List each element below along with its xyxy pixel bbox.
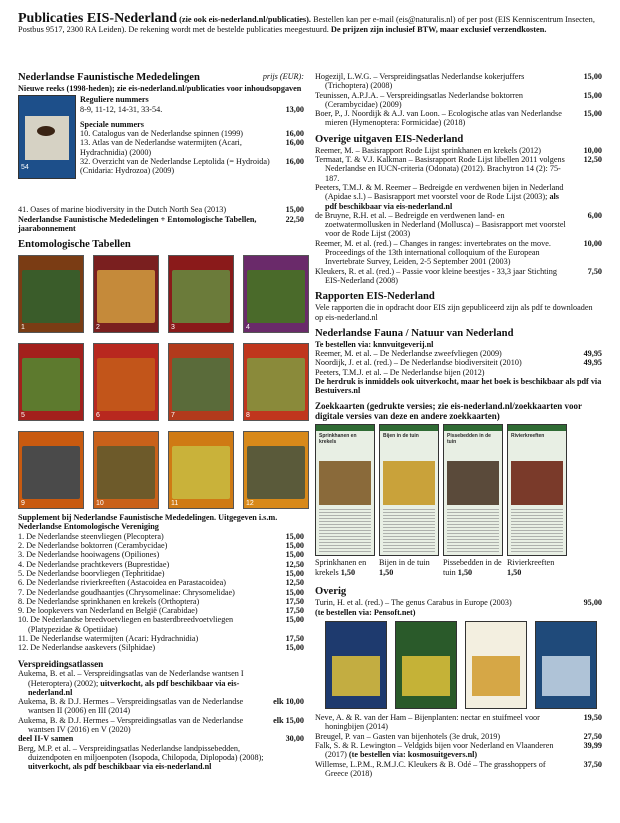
- atlas-item-bold: uitverkocht, als pdf beschikbaar via eis-nederland.nl: [28, 762, 212, 772]
- zoekkaart-price: 1,50: [379, 567, 394, 577]
- overig-list-item-text: Neve, A. & R. van der Ham – Bijenplanten: nectar en stuifmeel voor honingbijen (2014): [315, 713, 540, 732]
- fauna-item-price: [568, 368, 602, 377]
- et-list-item-text: 2. De Nederlandse boktorren (Cerambycidae): [18, 541, 168, 551]
- subscription-text: Nederlandse Faunistische Mededelingen + Entomologische Tabellen, jaarabonnement: [18, 214, 257, 233]
- et-list-item-text: 12. De Nederlandse aaskevers (Silphidae): [18, 643, 156, 653]
- et-list-item-text: 6. De Nederlandse rivierkreeften (Astacoidea en Parastacoidea): [18, 578, 226, 588]
- et-cover-number: 3: [171, 324, 175, 332]
- book-cover-image: [472, 656, 520, 696]
- atlas-item-text: Boer, P., J. Noordijk & A.J. van Loon. – Ecologische atlas van Nederlandse mieren (Hymenoptera: Formicidae) (2018): [315, 109, 562, 128]
- et-list-item-price: 17,50: [285, 634, 304, 644]
- et-cover: [93, 431, 159, 509]
- zoekkaart-title: Rivierkreeften: [511, 433, 545, 440]
- subscription-price: 22,50: [285, 214, 304, 224]
- zoekkaart-text: [511, 509, 563, 552]
- overig-list-item-price: 19,50: [583, 713, 602, 723]
- et-list-item: [18, 588, 304, 597]
- nfm-heading: Nederlandse Faunistische Mededelingen: [18, 72, 200, 83]
- special-label: Speciale nummers: [80, 119, 144, 129]
- overige-item-price: [568, 183, 602, 211]
- overige-item: [315, 267, 602, 286]
- atlas-item-text: Hogezijl, L.W.G. – Verspreidingsatlas Nederlandse kokerjuffers (Trichoptera) (2008): [315, 72, 525, 91]
- book-cover-image: [542, 656, 590, 696]
- et-cover: [18, 431, 84, 509]
- atlas-item: [315, 109, 602, 128]
- et-list-item: [18, 532, 304, 541]
- et-cover-number: 8: [246, 412, 250, 420]
- nfm-cover-number: 54: [21, 164, 29, 172]
- et-list-item-price: 15,00: [285, 531, 304, 541]
- et-list-item: [18, 541, 304, 550]
- rapporten-heading: Rapporten EIS-Nederland: [315, 291, 435, 303]
- zoekkaart-label: Sprinkhanen en krekels 1,50: [315, 558, 367, 577]
- atlas-item: [315, 72, 602, 91]
- zoekkaart-card: [379, 424, 439, 556]
- overige-item-text: Peeters, T.M.J. & M. Reemer – Bedreigde en verdwenen bijen in Nederland (Apidae s.l.) – Basisrapport met voorstel voor de Rode Lijst (2003); als pdf beschikbaar via eis-nederland.nl: [315, 182, 564, 211]
- overig-list-item-price: 39,99: [583, 740, 602, 750]
- et-list-item: [18, 634, 304, 643]
- fauna-order-note: Te bestellen via: knnvuitgeverij.nl: [315, 339, 434, 349]
- book-cover: [465, 621, 527, 709]
- fauna-item: [315, 349, 602, 358]
- zoekkaart-price: 1,50: [457, 567, 473, 577]
- et-cover-number: 11: [171, 500, 179, 508]
- zoekkaart-price: 1,50: [507, 567, 522, 577]
- overige-item-price: 6,00: [587, 210, 602, 220]
- overig-list-item: [315, 732, 602, 741]
- atlas-list: [18, 669, 304, 771]
- zoekkaart-card: [443, 424, 503, 556]
- atlas-list-continued: [315, 72, 602, 128]
- atlas-item-text: [18, 734, 270, 743]
- et-cover-image: [172, 358, 230, 411]
- overig-books-grid: [315, 621, 602, 709]
- overig-order-note: (te bestellen via: Pensoft.net): [315, 607, 416, 617]
- atlas-item-price: [270, 744, 304, 772]
- zoekkaart-title: Bijen in de tuin: [383, 433, 419, 440]
- overig-list-item-price: 37,50: [583, 759, 602, 769]
- zoekkaart-title: Pissebedden in de tuin: [447, 433, 491, 446]
- left-column: [18, 72, 304, 772]
- et-supplement: Supplement bij Nederlandse Faunistische Mededelingen. Uitgegeven i.s.m. Nederlandse Entomologische Vereniging: [18, 513, 278, 532]
- et-cover-number: 1: [21, 324, 25, 332]
- publication-page: [18, 11, 602, 778]
- et-cover: [93, 343, 159, 421]
- atlas-item-price: 30,00: [285, 734, 304, 744]
- overige-list: [315, 146, 602, 285]
- special-item: 41. Oases of marine biodiversity in the Dutch North Sea (2013) 15,00: [18, 205, 304, 215]
- regular-row: [80, 105, 304, 114]
- et-cover-number: 6: [96, 412, 100, 420]
- page-title: Publicaties EIS-Nederland: [18, 11, 178, 26]
- et-list-item-text: 1. De Nederlandse steenvliegen (Plecoptera): [18, 531, 164, 541]
- et-cover-number: 7: [171, 412, 175, 420]
- et-list-item: [18, 578, 304, 587]
- et-cover: [18, 343, 84, 421]
- book-cover: [325, 621, 387, 709]
- overige-item: [315, 239, 602, 267]
- et-cover-image: [247, 270, 305, 323]
- overig-list-item: [315, 760, 602, 779]
- overig-list-item-text: Breugel, P. van – Gasten van bijenhotels (3e druk, 2019): [315, 731, 501, 741]
- atlas-item-price: 15,00: [583, 90, 602, 100]
- et-list-item: [18, 643, 304, 652]
- et-list-item-text: 8. De Nederlandse sprinkhanen en krekels (Orthoptera): [18, 596, 200, 606]
- price-header: prijs (EUR):: [262, 72, 304, 81]
- et-list-item-text: 4. De Nederlandse prachtkevers (Buprestidae): [18, 559, 170, 569]
- et-list-item: [18, 569, 304, 578]
- overig-item: Turin, H. et al. (red.) – The genus Carabus in Europe (2003) 95,00: [315, 598, 602, 608]
- zoekkaart-photo: [319, 461, 371, 505]
- et-list-item: [18, 550, 304, 559]
- fauna-item-text: Peeters, T.M.J. et al. – De Nederlandse bijen (2012): [315, 367, 485, 377]
- et-list: [18, 532, 304, 653]
- atlas-item-price: 15,00: [583, 109, 602, 119]
- book-cover-image: [402, 656, 450, 696]
- overig-list: [315, 713, 602, 778]
- intro-text: Bestellen kan per e-mail (eis@naturalis.nl) of per post (EIS Kenniscentrum Insecten, Postbus 9517, 2300 RA Leiden). De rekening wordt met de bestelde publicaties meegestuurd.: [18, 15, 595, 34]
- overige-item-price: 12,50: [583, 155, 602, 165]
- intro-block: [18, 11, 602, 34]
- et-cover-grid: [18, 255, 304, 507]
- fauna-item-text: Reemer, M. et al. – De Nederlandse zweefvliegen (2009): [315, 349, 502, 359]
- book-cover: [395, 621, 457, 709]
- special-item: 32. Overzicht van de Nederlandse Leptolida (= Hydroida) (Cnidaria: Hydrozoa) (2009) 16,00: [80, 157, 304, 176]
- zoekkaart-title: Sprinkhanen en krekels: [319, 433, 357, 446]
- overig-list-item: [315, 741, 602, 760]
- et-cover: [243, 431, 309, 509]
- et-cover-number: 4: [246, 324, 250, 332]
- et-list-item-text: 3. De Nederlandse hooiwagens (Opiliones): [18, 550, 160, 560]
- overige-item-text: Kleukers, R. et al. (red.) – Passie voor kleine beestjes - 33,3 jaar Stichting EIS-Nederland (2008): [315, 266, 557, 285]
- et-list-item-text: 7. De Nederlandse goudhaantjes (Chrysomelinae: Chrysomelidae): [18, 587, 235, 597]
- et-cover-number: 2: [96, 324, 100, 332]
- overig-list-item: [315, 713, 602, 732]
- et-list-item-price: 12,50: [285, 559, 304, 569]
- zoekkaart-label: Bijen in de tuin 1,50: [379, 558, 430, 577]
- special-item: 10. Catalogus van de Nederlandse spinnen (1999) 16,00: [80, 129, 304, 139]
- special-item: 13. Atlas van de Nederlandse watermijten (Acari, Hydrachnidia) (2000) 16,00: [80, 138, 304, 157]
- zoek-heading: Zoekkaarten (gedrukte versies; zie eis-nederland.nl/zoekkaarten voor digitale versies van deze en andere zoekkaarten): [315, 400, 582, 422]
- et-list-item-price: 15,00: [285, 643, 304, 653]
- et-cover: [243, 343, 309, 421]
- zoekkaart-card: [315, 424, 375, 556]
- et-cover-image: [172, 446, 230, 499]
- right-column: [315, 72, 602, 778]
- et-cover: [168, 255, 234, 333]
- fauna-item: [315, 368, 602, 377]
- et-list-item-price: 17,50: [285, 606, 304, 616]
- et-list-item-price: 12,50: [285, 578, 304, 588]
- overige-item-text: Reemer, M. – Basisrapport Rode Lijst sprinkhanen en krekels (2012): [315, 145, 541, 155]
- overig-list-item-price: 27,50: [583, 731, 602, 741]
- et-list-item-price: 15,00: [285, 568, 304, 578]
- atlas-item-text: Aukema, B. & D.J. Hermes – Verspreidingsatlas van de Nederlandse wantsen II (2006) en III (2014): [18, 697, 244, 716]
- et-cover: [243, 255, 309, 333]
- et-list-item-text: 5. De Nederlandse boorvliegen (Tephritidae): [18, 568, 165, 578]
- zoekkaarten-grid: [315, 424, 602, 582]
- et-cover: [18, 255, 84, 333]
- atlas-item-text: Aukema, B. & D.J. Hermes – Verspreidingsatlas van de Nederlandse wantsen IV (2016) en V (2020): [18, 715, 244, 735]
- et-heading: Entomologische Tabellen: [18, 239, 131, 251]
- et-list-item-text: 9. De loopkevers van Nederland en België (Carabidae): [18, 606, 198, 616]
- et-cover-number: 12: [246, 500, 254, 508]
- zoekkaart-label: Rivierkreeften 1,50: [507, 558, 555, 577]
- overige-item: [315, 183, 602, 211]
- atlas-item-text: Aukema, B. et al. – Verspreidingsatlas van de Nederlandse wantsen I (Heteroptera) (2002); uitverkocht, als pdf beschikbaar via eis-nederland.nl: [18, 669, 244, 697]
- nfm-subheading: Nieuwe reeks (1998-heden); zie eis-nederland.nl/publicaties voor inhoudsopgaven: [18, 84, 302, 93]
- et-cover-number: 9: [21, 500, 25, 508]
- et-list-item-price: 15,00: [285, 541, 304, 551]
- fauna-heading: Nederlandse Fauna / Natuur van Nederland: [315, 327, 514, 339]
- et-cover-image: [97, 358, 155, 411]
- atlas-item-price: elk 10,00: [273, 697, 304, 707]
- zoekkaart-text: [447, 509, 499, 552]
- et-cover-image: [97, 270, 155, 323]
- book-cover-image: [332, 656, 380, 696]
- fauna-item-price: 49,95: [583, 349, 602, 359]
- overige-item-text: Reemer, M. et al. (red.) – Changes in ranges: invertebrates on the move. Proceedings of the 13th international colloquium of the European Invertebrate Survey, Leiden, 2-5 September 2001 (2003): [315, 238, 551, 267]
- atlas-item: [18, 734, 304, 743]
- regular-range: 8-9, 11-12, 14-31, 33-54.: [80, 104, 163, 114]
- et-cover-image: [247, 358, 305, 411]
- atlas-item: [18, 744, 304, 772]
- fauna-note: De herdruk is inmiddels ook uitverkocht, maar het boek is beschikbaar als pdf via Bestuivers.nl: [315, 377, 602, 396]
- atlas-item-text: Teunissen, A.P.J.A. – Verspreidingsatlas Nederlandse boktorren (Cerambycidae) (2009): [315, 90, 524, 109]
- overig-list-item-bold: (te bestellen via: kosmosuitgevers.nl): [346, 750, 478, 760]
- atlas-item: [18, 669, 304, 697]
- atlas-item-text: Berg, M.P. et al. – Verspreidingsatlas Nederlandse landpissebedden, duizendpoten en miljoenpoten (Isopoda, Chilopoda, Diplopoda) (2008); uitverkocht, als pdf beschikbaar via eis-nederland.nl: [18, 743, 264, 772]
- fauna-item-text: Noordijk, J. et al. (red.) – De Nederlandse biodiversiteit (2010): [315, 358, 522, 368]
- et-cover-number: 10: [96, 500, 104, 508]
- atlassen-heading: Verspreidingsatlassen: [18, 658, 104, 669]
- et-list-item: [18, 597, 304, 606]
- zoekkaart-photo: [383, 461, 435, 505]
- zoekkaart-label: Pissebedden in de tuin 1,50: [443, 558, 502, 577]
- atlas-item-bold: deel II-V samen: [18, 734, 74, 744]
- overige-item-price: 7,50: [587, 266, 602, 276]
- zoekkaart-photo: [511, 461, 563, 505]
- book-cover: [535, 621, 597, 709]
- atlas-item: [18, 716, 304, 735]
- et-list-item: [18, 560, 304, 569]
- zoekkaart-photo: [447, 461, 499, 505]
- overige-item-price: 10,00: [583, 238, 602, 248]
- rapporten-text: Vele rapporten die in opdracht door EIS zijn gepubliceerd zijn als pdf te downloaden op eis-nederland.nl: [315, 303, 593, 322]
- overige-item-bold: als pdf beschikbaar via eis-nederland.nl: [325, 192, 559, 211]
- et-cover-image: [22, 446, 80, 499]
- et-cover-number: 5: [21, 412, 25, 420]
- nfm-cover-image: [18, 95, 76, 179]
- et-list-item-price: 15,00: [285, 615, 304, 625]
- et-cover: [93, 255, 159, 333]
- et-list-item-text: 10. De Nederlandse breedvoetvliegen en basterdbreedvoetvliegen (Platypezidae & Opetiidae): [18, 615, 234, 634]
- et-cover-image: [97, 446, 155, 499]
- overige-item-text: Termaat, T. & V.J. Kalkman – Basisrapport Rode Lijst libellen 2011 volgens Nederlandse en IUCN-criteria (Odonata) (2012). Brachytron 14 (2): 75-187.: [315, 155, 565, 183]
- intro-price-note: De prijzen zijn inclusief BTW, maar exclusief verzendkosten.: [330, 24, 547, 34]
- et-list-item-text: 11. De Nederlandse watermijten (Acari: Hydrachnidia): [18, 634, 199, 644]
- et-cover-image: [247, 446, 305, 499]
- et-cover-image: [22, 270, 80, 323]
- zoekkaart-text: [383, 509, 435, 552]
- zoekkaart-card: [507, 424, 567, 556]
- atlas-item-bold: uitverkocht, als pdf beschikbaar via eis-nederland.nl: [28, 678, 240, 697]
- fauna-item-price: 49,95: [583, 358, 602, 368]
- overig-heading: Overig: [315, 586, 347, 598]
- atlas-item-price: elk 15,00: [273, 715, 304, 725]
- overige-item: [315, 155, 602, 183]
- atlas-item: [18, 697, 304, 716]
- et-list-item-price: 15,00: [285, 550, 304, 560]
- regular-price: 13,00: [285, 104, 304, 114]
- et-cover: [168, 431, 234, 509]
- et-cover-image: [172, 270, 230, 323]
- et-list-item: [18, 615, 304, 634]
- atlas-item-price: 15,00: [583, 72, 602, 81]
- et-list-item-price: 17,50: [285, 596, 304, 606]
- et-list-item-price: 15,00: [285, 587, 304, 597]
- overige-item: [315, 146, 602, 155]
- fauna-item: [315, 358, 602, 367]
- overige-item: [315, 211, 602, 239]
- atlas-item-price: [270, 669, 304, 697]
- overige-item-text: de Bruyne, R.H. et al. – Bedreigde en verdwenen land- en zoetwatermollusken in Nederland (Mollusca) – Basisrapport met voorstel voor de Rode Lijst (2003): [315, 210, 566, 239]
- overig-list-item-text: Falk, S. & R. Lewington – Veldgids bijen voor Nederland en Vlaanderen (2017) (te bestellen via: kosmosuitgevers.nl): [315, 740, 554, 760]
- overig-list-item-text: Willemse, L.P.M., R.M.J.C. Kleukers & B. Odé – The grasshoppers of Greece (2018): [315, 759, 546, 778]
- overige-item-price: 10,00: [583, 145, 602, 155]
- overige-heading: Overige uitgaven EIS-Nederland: [315, 133, 464, 145]
- regular-label: Reguliere nummers: [80, 95, 149, 105]
- et-list-item: [18, 606, 304, 615]
- et-cover-image: [22, 358, 80, 411]
- atlas-item: [315, 91, 602, 110]
- et-cover: [168, 343, 234, 421]
- fauna-list: [315, 349, 602, 377]
- zoekkaart-text: [319, 509, 371, 552]
- zoekkaart-price: 1,50: [340, 567, 356, 577]
- intro-link-note: (zie ook eis-nederland.nl/publicaties).: [179, 15, 311, 24]
